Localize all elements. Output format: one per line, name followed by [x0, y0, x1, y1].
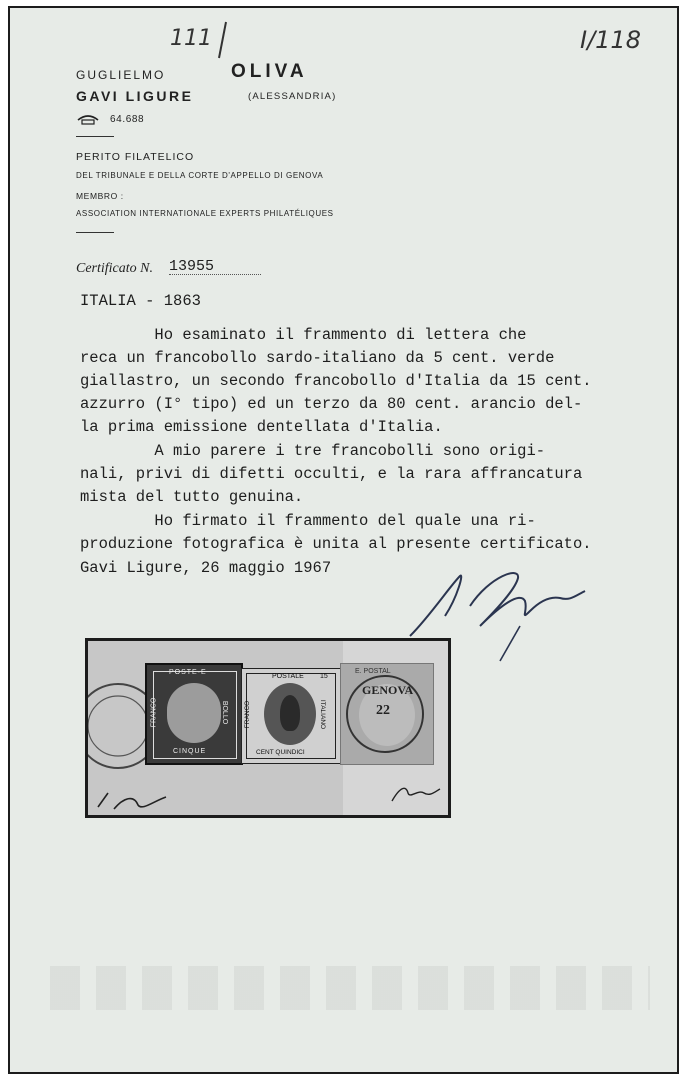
- stamp1-top-text: POSTE·E: [169, 669, 207, 676]
- body-line-7: nali, privi di difetti occulti, e la rara affrancatura: [80, 465, 583, 483]
- stamp-5-cent: [145, 663, 243, 765]
- postmark-genova: [346, 675, 424, 753]
- body-line-6: A mio parere i tre francobolli sono origi-: [80, 442, 546, 460]
- stamp2-top-text: POSTALE: [272, 673, 304, 680]
- body-line-4: azzurro (I° tipo) ed un terzo da 80 cent. arancio del-: [80, 395, 583, 413]
- fragment-signature: [388, 781, 443, 807]
- body-line-2: reca un francobollo sardo-italiano da 5 cent. verde: [80, 349, 555, 367]
- stamp1-left-text: FRANCO: [150, 697, 158, 728]
- stamp2-king-portrait: [264, 683, 316, 745]
- postmark-day: 22: [376, 703, 390, 718]
- body-line-1: Ho esaminato il frammento di lettera che: [80, 326, 527, 344]
- letterhead-last-name: OLIVA: [231, 61, 308, 82]
- stamp3-top-text: E. POSTAL: [355, 668, 391, 675]
- letterhead-phone: 64.688: [110, 114, 145, 125]
- certificate-page: [8, 6, 679, 1074]
- stamp2-left-text: FRANCO: [244, 700, 252, 729]
- certificate-number-dotted-line: [169, 274, 261, 275]
- letterhead-divider-top: [76, 136, 114, 137]
- letterhead-association: ASSOCIATION INTERNATIONALE EXPERTS PHILATÉLIQUES: [76, 209, 334, 218]
- letterhead-title: PERITO FILATELICO: [76, 151, 195, 163]
- fragment-photo: [85, 638, 451, 818]
- telephone-icon: [76, 113, 100, 131]
- body-line-10: produzione fotografica è unita al presente certificato.: [80, 535, 592, 553]
- stamp1-bottom-text: CINQUE: [173, 748, 207, 755]
- body-line-5: la prima emissione dentellata d'Italia.: [80, 418, 443, 436]
- postmark-city: GENOVA: [362, 683, 414, 697]
- certificate-number-label: Certificato N.: [76, 261, 153, 276]
- letterhead-first-name: GUGLIELMO: [76, 68, 166, 82]
- stamp1-medallion: [167, 683, 221, 743]
- body-line-9: Ho firmato il frammento del quale una ri-: [80, 512, 536, 530]
- certificate-number: 13955: [169, 258, 215, 275]
- letterhead-city: GAVI LIGURE: [76, 88, 194, 104]
- handwritten-number-right: I/118: [580, 26, 641, 54]
- paper-watermark: [50, 966, 650, 1010]
- handwritten-number-left: 111: [170, 26, 212, 51]
- stamp-15-cent: [241, 668, 341, 764]
- letterhead-member-label: MEMBRO :: [76, 191, 124, 201]
- stamp2-bottom-text: CENT QUINDICI: [256, 749, 305, 756]
- stamp2-corner-value: 15: [320, 673, 328, 680]
- handwritten-slash-mark: [215, 20, 229, 60]
- place-date: Gavi Ligure, 26 maggio 1967: [80, 559, 332, 577]
- stamp1-right-text: BOLLO: [221, 700, 229, 725]
- body-line-8: mista del tutto genuina.: [80, 488, 304, 506]
- letterhead-province: (ALESSANDRIA): [248, 91, 337, 102]
- letterhead-court: DEL TRIBUNALE E DELLA CORTE D'APPELLO DI GENOVA: [76, 171, 324, 180]
- fragment-handwriting: [94, 787, 174, 813]
- body-line-3: giallastro, un secondo francobollo d'Italia da 15 cent.: [80, 372, 592, 390]
- letterhead-divider-bottom: [76, 232, 114, 233]
- stamp2-right-text: ITALIANO: [319, 699, 327, 730]
- certificate-heading: ITALIA - 1863: [80, 292, 201, 310]
